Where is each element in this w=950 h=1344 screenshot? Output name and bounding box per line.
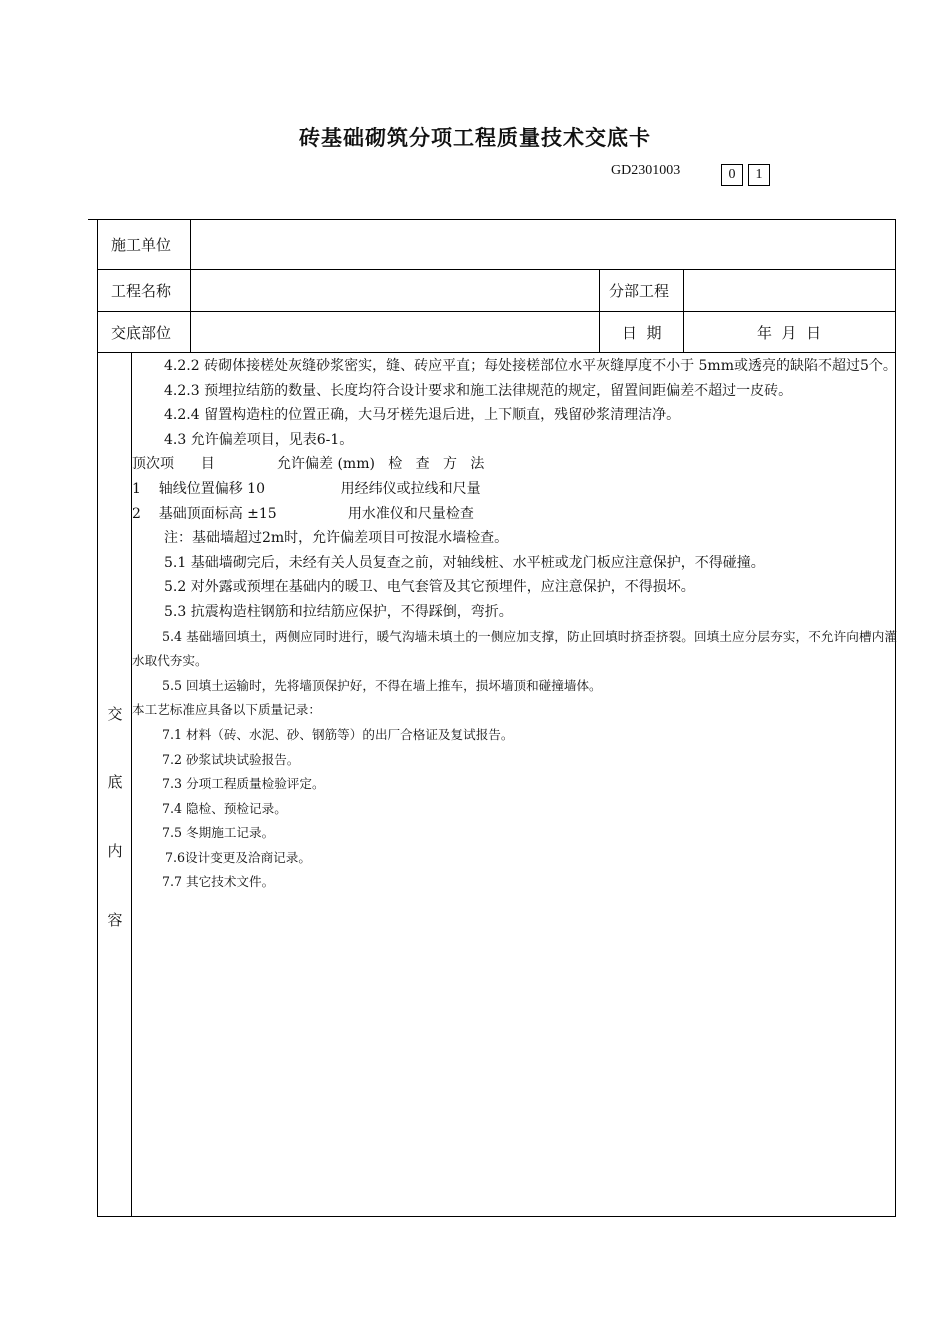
rule-label-col	[190, 219, 191, 353]
content-line: 5.2 对外露或预埋在基础内的暖卫、电气套管及其它预埋件，应注意保护，不得损坏。	[164, 579, 695, 596]
unit-label: 施工单位	[111, 236, 172, 254]
part-value[interactable]	[200, 312, 590, 352]
content-line: 顶次项 目 允许偏差 (mm) 检 查 方 法	[132, 456, 485, 473]
side-label-char-3: 内	[107, 842, 123, 860]
side-label-char-1: 交	[107, 705, 123, 723]
project-label: 工程名称	[111, 282, 172, 300]
content-line: 7.7 其它技术文件。	[162, 874, 275, 890]
content-line: 7.6设计变更及洽商记录。	[165, 849, 311, 865]
content-line: 7.5 冬期施工记录。	[162, 825, 275, 841]
content-line: 2 基础顶面标高 ±15 用水准仪和尺量检查	[132, 505, 474, 522]
project-value[interactable]	[200, 270, 590, 311]
content-line: 4.2.4 留置构造柱的位置正确，大马牙槎先退后进，上下顺直，残留砂浆清理洁净。	[164, 407, 681, 424]
document-code: GD2301003	[611, 163, 681, 178]
number-box-2: 1	[748, 164, 770, 186]
content-line: 注：基础墙超过2m时，允许偏差项目可按混水墙检查。	[164, 530, 509, 547]
rule-bottom	[97, 1216, 896, 1217]
rule-mid-col-a	[599, 269, 600, 353]
content-line: 7.4 隐检、预检记录。	[162, 800, 287, 816]
rule-mid-col-b	[683, 269, 684, 353]
sub-project-value[interactable]	[690, 270, 890, 311]
content-line: 4.2.3 预埋拉结筋的数量、长度均符合设计要求和施工法律规范的规定，留置间距偏差不超过一皮砖。	[164, 382, 793, 399]
content-line: 5.3 抗震构造柱钢筋和拉结筋应保护，不得踩倒，弯折。	[164, 603, 513, 620]
disclosure-content	[132, 354, 897, 895]
number-box-1: 0	[721, 164, 743, 186]
content-line: 7.2 砂浆试块试验报告。	[162, 751, 300, 767]
rule-left	[97, 219, 98, 1217]
content-line: 5.1 基础墙砌完后，未经有关人员复查之前，对轴线桩、水平桩或龙门板应注意保护，不得碰撞。	[164, 554, 765, 571]
side-label-char-2: 底	[107, 773, 123, 791]
content-line: 7.1 材料（砖、水泥、砂、钢筋等）的出厂合格证及复试报告。	[162, 726, 514, 742]
document-title: 砖基础砌筑分项工程质量技术交底卡	[299, 125, 651, 150]
part-label: 交底部位	[111, 323, 172, 342]
date-value[interactable]: 年 月 日	[757, 323, 822, 342]
date-label: 日 期	[622, 323, 662, 342]
content-line: 7.3 分项工程质量检验评定。	[162, 776, 325, 792]
content-line: 本工艺标准应具备以下质量记录：	[132, 702, 321, 718]
content-line: 1 轴线位置偏移 10 用经纬仪或拉线和尺量	[132, 480, 481, 497]
corner-mark	[88, 219, 97, 220]
content-line: 4.3 允许偏差项目，见表6-1。	[164, 431, 354, 448]
unit-value[interactable]	[200, 220, 880, 269]
sub-project-label: 分部工程	[609, 282, 670, 300]
content-line: 5.4 基础墙回填土，两侧应同时进行，暖气沟墙未填土的一侧应加支撑，防止回填时挤歪挤裂。回填土应分层夯实，不允许向槽内灌水取代夯实。	[132, 628, 897, 669]
rule-row3	[97, 352, 896, 353]
side-label-char-4: 容	[107, 911, 123, 929]
content-line: 4.2.2 砖砌体接槎处灰缝砂浆密实，缝、砖应平直；每处接槎部位水平灰缝厚度不小于 5mm或透亮的缺陷不超过5个。	[164, 358, 897, 374]
content-line: 5.5 回填土运输时，先将墙顶保护好，不得在墙上推车，损坏墙顶和碰撞墙体。	[162, 677, 602, 693]
